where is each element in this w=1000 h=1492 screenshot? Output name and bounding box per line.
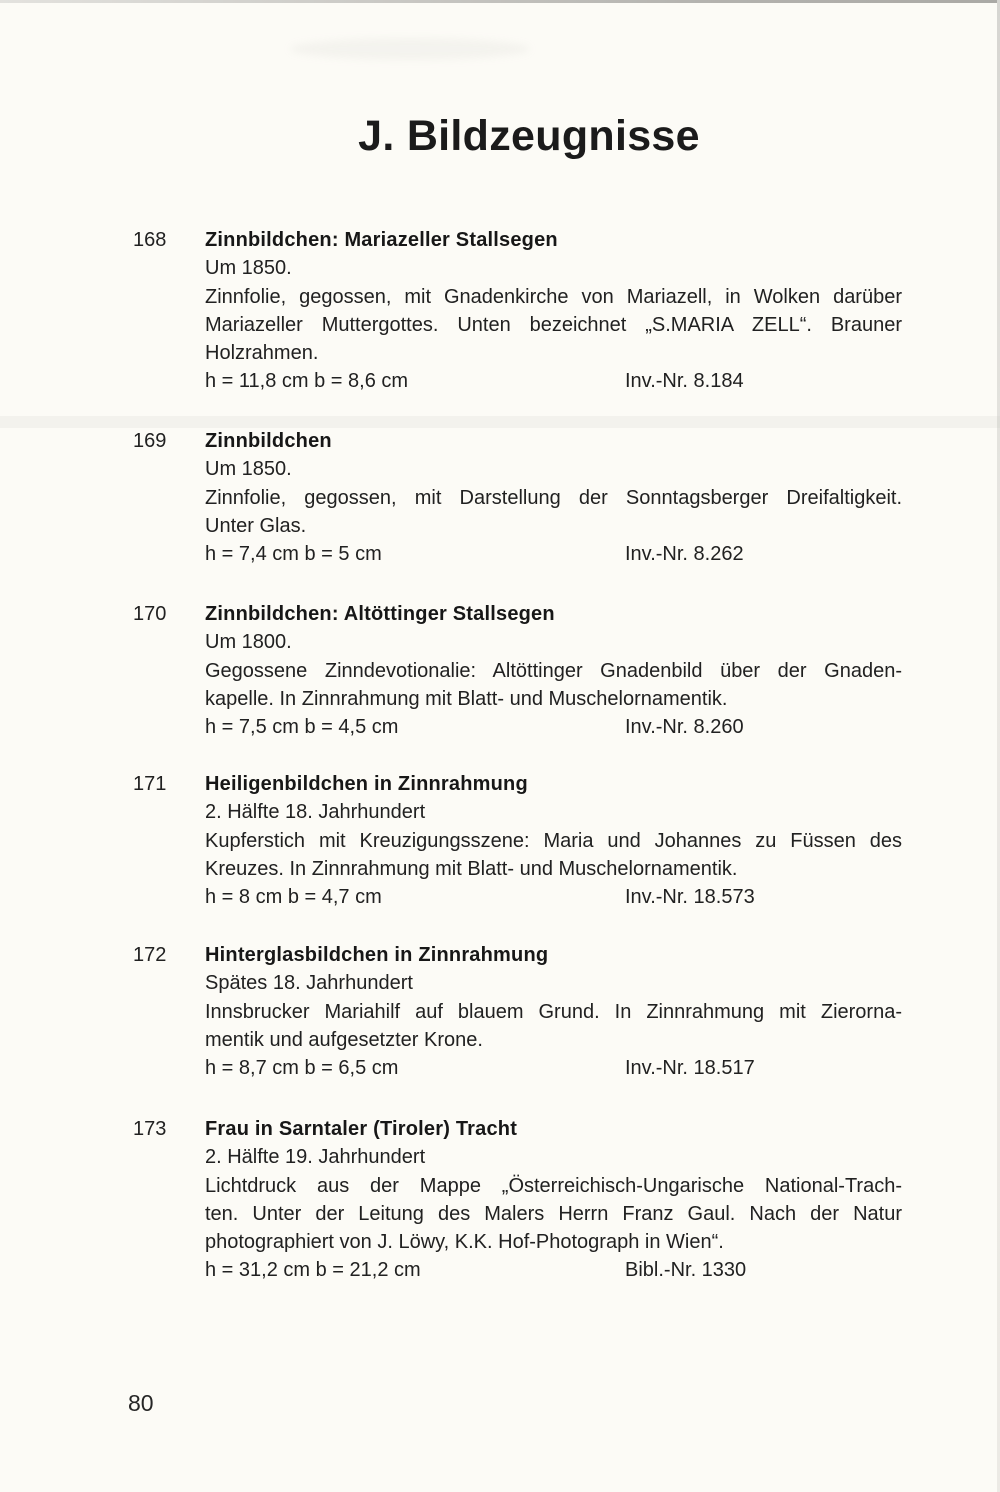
entry-date: Um 1850. [205, 458, 292, 481]
entry-dimensions: h = 11,8 cm b = 8,6 cm [205, 370, 409, 393]
entry-date: 2. Hälfte 19. Jahrhundert [205, 1146, 426, 1169]
entry-description-line: Holzrahmen. [205, 342, 319, 365]
entry-measurements-row [205, 540, 902, 568]
catalog-entry [0, 1115, 1000, 1285]
entry-dimensions: h = 7,4 cm b = 5 cm [205, 543, 382, 566]
catalog-entry [0, 427, 1000, 568]
entry-description-line: Kupferstich mit Kreuzigungsszene: Maria und Johannes zu Füssen des [205, 829, 902, 852]
entry-description-line: Zinnfolie, gegossen, mit Gnadenkirche von Mariazell, in Wolken darüber [205, 285, 902, 308]
entry-number: 168 [133, 229, 167, 251]
entry-number: 173 [133, 1118, 167, 1140]
entry-inventory-number: Inv.-Nr. 8.262 [625, 543, 744, 566]
entry-inventory-number: Inv.-Nr. 18.517 [625, 1057, 755, 1080]
entry-inventory-number: Bibl.-Nr. 1330 [625, 1259, 747, 1282]
page-number: 80 [128, 1390, 154, 1416]
entry-date: 2. Hälfte 18. Jahrhundert [205, 801, 426, 824]
entry-description-line: Gegossene Zinndevotionalie: Altöttinger Gnadenbild über der Gnaden- [205, 659, 902, 682]
entry-body [205, 600, 902, 741]
entry-body [205, 226, 902, 396]
entry-description-line: Zinnfolie, gegossen, mit Darstellung der Sonntagsberger Dreifaltigkeit. [205, 486, 902, 509]
entry-title: Zinnbildchen: Altöttinger Stallsegen [205, 603, 555, 625]
entry-measurements-row [205, 713, 902, 741]
entry-number: 172 [133, 944, 167, 966]
entry-title: Zinnbildchen [205, 430, 332, 452]
entry-title: Hinterglasbildchen in Zinnrahmung [205, 944, 549, 966]
page-title: J. Bildzeugnisse [358, 112, 700, 160]
entry-number: 170 [133, 603, 167, 625]
entry-description-line: Mariazeller Muttergottes. Unten bezeichnet „S.MARIA ZELL“. Brauner [205, 313, 902, 336]
catalog-entry [0, 770, 1000, 911]
entry-inventory-number: Inv.-Nr. 18.573 [625, 886, 755, 909]
entry-description-line: ten. Unter der Leitung des Malers Herrn Franz Gaul. Nach der Natur [205, 1202, 902, 1225]
entry-description-line: Lichtdruck aus der Mappe „Österreichisch-Ungarische National-Trach- [205, 1174, 902, 1197]
entry-measurements-row [205, 367, 902, 395]
entry-number: 169 [133, 430, 167, 452]
entry-date: Um 1800. [205, 631, 292, 654]
catalog-entry [0, 226, 1000, 396]
entry-number: 171 [133, 773, 167, 795]
entry-description-line: mentik und aufgesetzter Krone. [205, 1028, 483, 1051]
entry-description-line: kapelle. In Zinnrahmung mit Blatt- und Muschelornamentik. [205, 687, 728, 710]
entry-measurements-row [205, 1256, 902, 1284]
entry-inventory-number: Inv.-Nr. 8.184 [625, 370, 744, 393]
entry-body [205, 1115, 902, 1285]
entry-title: Zinnbildchen: Mariazeller Stallsegen [205, 229, 558, 251]
entry-measurements-row [205, 883, 902, 911]
scan-artifact-top-edge [0, 0, 1000, 3]
scan-artifact-smudge [290, 38, 530, 60]
entry-dimensions: h = 8,7 cm b = 6,5 cm [205, 1057, 399, 1080]
entry-inventory-number: Inv.-Nr. 8.260 [625, 716, 744, 739]
entry-measurements-row [205, 1054, 902, 1082]
entry-date: Spätes 18. Jahrhundert [205, 972, 413, 995]
entry-description-line: photographiert von J. Löwy, K.K. Hof-Photograph in Wien“. [205, 1231, 724, 1254]
entry-description-line: Innsbrucker Mariahilf auf blauem Grund. In Zinnrahmung mit Zierorna- [205, 1000, 902, 1023]
entry-date: Um 1850. [205, 257, 292, 280]
entry-title: Heiligenbildchen in Zinnrahmung [205, 773, 528, 795]
entry-description-line: Unter Glas. [205, 514, 307, 537]
entry-body [205, 427, 902, 568]
entry-title: Frau in Sarntaler (Tiroler) Tracht [205, 1118, 518, 1140]
entry-body [205, 941, 902, 1082]
entry-dimensions: h = 31,2 cm b = 21,2 cm [205, 1259, 421, 1282]
catalog-entry [0, 600, 1000, 741]
entry-body [205, 770, 902, 911]
entry-description-line: Kreuzes. In Zinnrahmung mit Blatt- und Muschelornamentik. [205, 857, 738, 880]
entry-dimensions: h = 7,5 cm b = 4,5 cm [205, 716, 399, 739]
entry-dimensions: h = 8 cm b = 4,7 cm [205, 886, 382, 909]
catalog-entry [0, 941, 1000, 1082]
